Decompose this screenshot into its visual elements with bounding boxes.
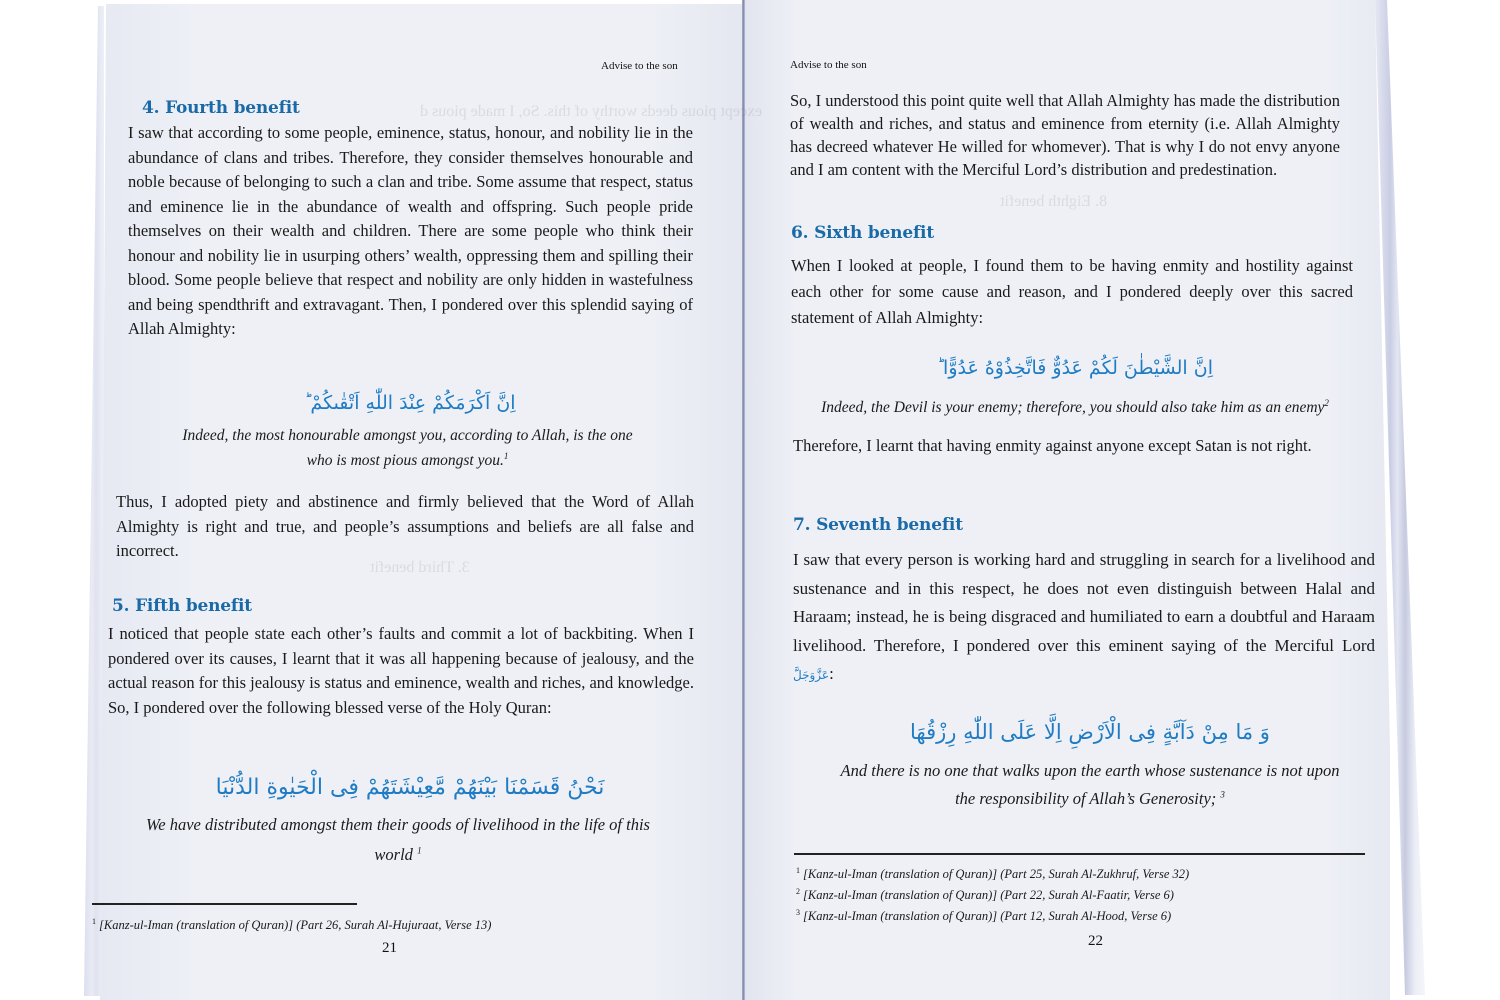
footnote-ref: 1 <box>417 845 422 856</box>
paragraph-fifth-benefit: I noticed that people state each other’s faults and commit a lot of backbiting. When I pondered over its causes, I learnt that it was all happening because of jealousy, and the actual reason for this jealousy is status and eminence, wealth and riches, and knowledge. So, I pondered over the following blessed verse of the Holy Quran: <box>108 624 694 717</box>
heading-sixth-benefit: 6. Sixth benefit <box>791 223 934 243</box>
arabic-verse-fifth: نَحْنُ قَسَمْنَا بَیْنَهُمْ مَّعِیْشَتَهُمْ فِی الْحَیٰوةِ الدُّنْیَا <box>215 775 605 800</box>
footnote-number: 1 <box>796 865 800 875</box>
paragraph-sixth-conclusion: Therefore, I learnt that having enmity against anyone except Satan is not right. <box>793 436 1312 455</box>
heading-fifth-benefit: 5. Fifth benefit <box>112 596 252 616</box>
paragraph-seventh-benefit <box>793 546 1375 690</box>
footnote-number: 3 <box>796 907 800 917</box>
footnote-number: 1 <box>92 916 96 926</box>
heading-seventh-benefit: 7. Seventh benefit <box>793 515 963 535</box>
paragraph-intro-right: So, I understood this point quite well that Allah Almighty has made the distribution of wealth and riches, and status and eminence from eternity (i.e. Allah Almighty has decreed whatever He willed for whomever). That is why I do not envy anyone and I am content with the Merciful Lord’s distribution and predestination. <box>790 91 1340 179</box>
book-spine <box>742 0 745 1000</box>
running-head-right: Advise to the son <box>790 59 867 71</box>
footnote-left-1 <box>92 916 491 934</box>
footnote-text: [Kanz-ul-Iman (translation of Quran)] (Part 22, Surah Al-Faatir, Verse 6) <box>803 888 1174 902</box>
honorific-arabic: عَزَّوَجَلَّ <box>793 668 830 682</box>
footnote-text: [Kanz-ul-Iman (translation of Quran)] (Part 12, Surah Al-Hood, Verse 6) <box>803 909 1172 923</box>
footnote-text: [Kanz-ul-Iman (translation of Quran)] (Part 25, Surah Al-Zukhruf, Verse 32) <box>803 867 1190 881</box>
paragraph-sixth-benefit: When I looked at people, I found them to be having enmity and hostility against each other for some cause and reason, and I pondered deeply over this sacred statement of Allah Almighty: <box>791 256 1353 327</box>
footnote-right-1 <box>796 865 1189 883</box>
footnote-number: 2 <box>796 886 800 896</box>
footnote-ref: 2 <box>1324 397 1329 408</box>
translation-fourth <box>130 423 685 473</box>
translation-seventh <box>795 757 1385 813</box>
translation-fifth <box>98 810 698 870</box>
translation-line: We have distributed amongst them their goods of livelihood in the life of this <box>146 815 650 834</box>
translation-line: world <box>374 845 413 864</box>
heading-fourth-benefit: 4. Fourth benefit <box>142 98 300 118</box>
paragraph-fourth-benefit: I saw that according to some people, eminence, status, honour, and nobility lie in the abundance of clans and tribes. Therefore, they consider themselves honourable and noble because of belonging to such a clan and tribe. Some assume that respect, status and eminence lie in the abundance of wealth and offspring. Such people pride themselves on their wealth and children. There are some people who think their honour and nobility lie in usurping others’ wealth, oppressing them and spilling their blood. Some people believe that respect and nobility are only hidden in wastefulness and being spendthrift and extravagant. Then, I pondered over this splendid saying of Allah Almighty: <box>128 123 693 338</box>
translation-line: Indeed, the Devil is your enemy; therefore, you should also take him as an enemy <box>821 399 1325 416</box>
paragraph-fourth-conclusion: Thus, I adopted piety and abstinence and firmly believed that the Word of Allah Almighty is right and true, and people’s assumptions and beliefs are all false and incorrect. <box>116 492 694 560</box>
translation-sixth <box>790 395 1360 420</box>
footnote-divider-right <box>794 853 1365 855</box>
arabic-verse-fourth: اِنَّ اَكْرَمَكُمْ عِنْدَ اللّٰهِ اَتْقٰىكُمْ ؕ <box>304 392 516 414</box>
footnote-ref: 3 <box>1220 789 1225 800</box>
page-number-left: 21 <box>382 940 397 956</box>
arabic-verse-seventh: وَ مَا مِنْ دَآبَّةٍ فِی الْاَرْضِ اِلَّا عَلَى اللّٰهِ رِزْقُهَا <box>910 720 1270 744</box>
translation-line: who is most pious amongst you. <box>306 452 504 469</box>
arabic-verse-sixth: اِنَّ الشَّیْطٰنَ لَكُمْ عَدُوٌّ فَاتَّخِذُوْهُ عَدُوًّا ؕ <box>937 357 1213 379</box>
footnote-divider-left <box>92 903 357 905</box>
footnote-right-2 <box>796 886 1174 904</box>
page-number-right: 22 <box>1088 933 1103 949</box>
translation-line: And there is no one that walks upon the earth whose sustenance is not upon <box>840 761 1340 780</box>
footnote-ref: 1 <box>503 450 509 461</box>
translation-line: Indeed, the most honourable amongst you, according to Allah, is the one <box>182 427 633 444</box>
running-head-left: Advise to the son <box>601 60 678 72</box>
footnote-text: [Kanz-ul-Iman (translation of Quran)] (Part 26, Surah Al-Hujuraat, Verse 13) <box>99 918 492 932</box>
paragraph-text: I saw that every person is working hard and struggling in search for a livelihood and sustenance and in this respect, he does not even distinguish between Halal and Haraam; instead, he is being disgraced and humiliated to earn a doubtful and Haraam livelihood. Therefore, I pondered over this eminent saying of the Merciful Lord <box>793 550 1375 655</box>
paragraph-punctuation: : <box>829 664 834 683</box>
footnote-right-3 <box>796 907 1171 925</box>
translation-line: the responsibility of Allah’s Generosity; <box>955 789 1217 808</box>
